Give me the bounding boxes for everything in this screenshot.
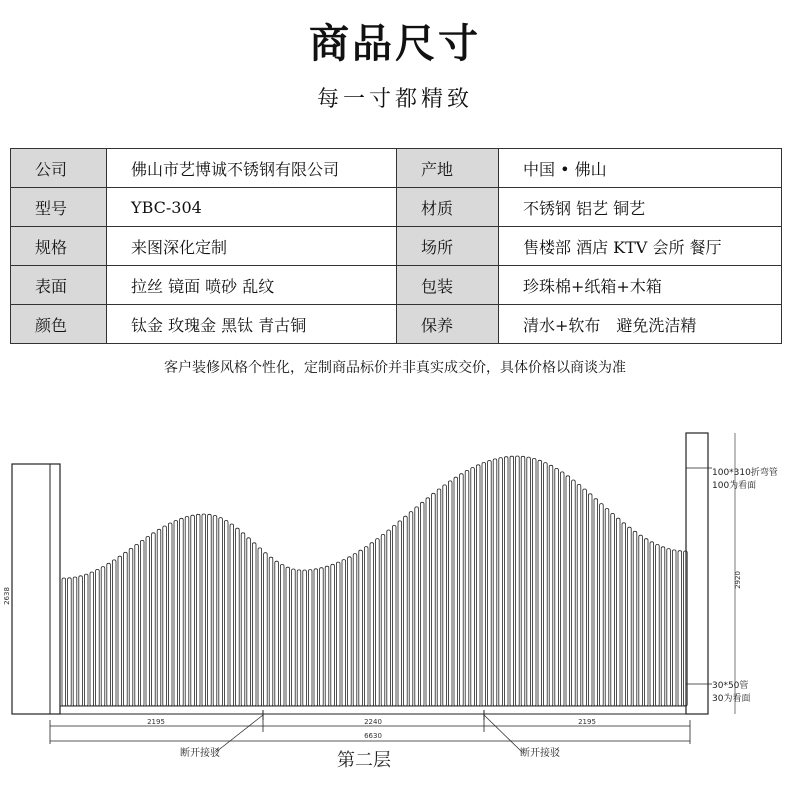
fence-picket <box>476 465 480 706</box>
spec-key: 颜色 <box>11 305 107 344</box>
fence-pickets <box>62 456 687 706</box>
fence-picket <box>168 523 172 706</box>
spec-value: 中国 • 佛山 <box>499 149 782 188</box>
floor-label: 第二层 <box>337 750 391 771</box>
fence-picket <box>566 476 570 706</box>
spec-key: 保养 <box>397 305 499 344</box>
dim-seg-right: 2195 <box>578 718 596 726</box>
fence-picket <box>62 578 66 706</box>
fence-picket <box>460 474 464 706</box>
fence-picket <box>269 557 273 706</box>
fence-picket <box>297 570 301 706</box>
spec-key: 产地 <box>397 149 499 188</box>
fence-picket <box>101 567 105 706</box>
fence-picket <box>644 539 648 706</box>
fence-picket <box>292 569 296 706</box>
fence-picket <box>275 561 279 706</box>
fence-picket <box>482 463 486 707</box>
page-title: 商品尺寸 <box>309 20 481 67</box>
spec-key: 材质 <box>397 188 499 227</box>
fence-picket <box>667 549 671 706</box>
fence-picket <box>370 543 374 706</box>
spec-table <box>10 148 782 344</box>
fence-picket <box>420 502 424 706</box>
fence-picket <box>605 509 609 707</box>
bottom-tube-label-2: 30为看面 <box>712 694 751 704</box>
fence-picket <box>409 512 413 706</box>
fence-picket <box>129 548 133 706</box>
fence-picket <box>135 544 139 706</box>
dim-left-height: 2638 <box>3 587 11 605</box>
fence-picket <box>303 570 307 706</box>
fence-picket <box>84 574 88 706</box>
dim-total: 6630 <box>364 732 382 740</box>
fence-picket <box>264 553 268 706</box>
fence-picket <box>353 554 357 706</box>
spec-row <box>11 149 782 188</box>
top-tube-label-1: 100*310折弯管 <box>712 468 778 478</box>
fence-picket <box>348 557 352 706</box>
joint-left-label: 断开接驳 <box>180 748 220 759</box>
spec-value: 珍珠棉+纸箱+木箱 <box>499 266 782 305</box>
spec-value: 佛山市艺博诚不锈钢有限公司 <box>107 149 397 188</box>
fence-picket <box>426 498 430 706</box>
fence-picket <box>124 552 128 706</box>
fence-picket <box>331 564 335 706</box>
fence-picket <box>286 567 290 706</box>
fence-picket <box>404 516 408 706</box>
spec-row <box>11 227 782 266</box>
spec-key: 包装 <box>397 266 499 305</box>
fence-picket <box>359 550 363 706</box>
fence-picket <box>146 537 150 707</box>
joint-left-leader <box>216 715 263 752</box>
fence-picket <box>174 521 178 707</box>
fence-picket <box>572 480 576 706</box>
fence-picket <box>532 459 536 707</box>
spec-key: 公司 <box>11 149 107 188</box>
fence-picket <box>465 470 469 706</box>
page-subtitle: 每一寸都精致 <box>316 87 473 112</box>
fence-picket <box>387 530 391 706</box>
fence-picket <box>538 460 542 706</box>
dim-seg-left: 2195 <box>147 718 165 726</box>
spec-value: 售楼部 酒店 KTV 会所 餐厅 <box>499 227 782 266</box>
fence-picket <box>118 556 122 706</box>
fence-picket <box>443 485 447 706</box>
fence-picket <box>510 456 514 706</box>
fence-picket <box>549 465 553 706</box>
fence-picket <box>342 560 346 706</box>
fence-picket <box>185 517 189 707</box>
fence-picket <box>437 489 441 706</box>
fence-picket <box>650 542 654 706</box>
fence-picket <box>219 518 223 706</box>
fence-picket <box>656 545 660 707</box>
fence-picket <box>678 551 682 706</box>
fence-picket <box>639 535 643 706</box>
fence-picket <box>308 570 312 706</box>
fence-picket <box>454 477 458 706</box>
fence-picket <box>224 521 228 707</box>
fence-picket <box>611 513 615 706</box>
joint-right-label: 断开接驳 <box>520 748 560 759</box>
fence-picket <box>180 518 184 706</box>
fence-picket <box>140 540 144 706</box>
fence-picket <box>622 523 626 706</box>
fence-picket <box>499 458 503 706</box>
fence-picket <box>448 481 452 706</box>
fence-picket <box>79 576 83 706</box>
right-post <box>686 433 708 714</box>
fence-picket <box>157 529 161 706</box>
bottom-tube-label-1: 30*50管 <box>712 681 749 691</box>
fence-picket <box>68 578 72 706</box>
fence-picket <box>471 468 475 707</box>
joint-right-leader <box>484 715 522 752</box>
fence-picket <box>241 533 245 706</box>
fence-picket <box>527 457 531 706</box>
fence-picket <box>163 526 167 706</box>
spec-value: 来图深化定制 <box>107 227 397 266</box>
spec-row <box>11 305 782 344</box>
spec-value: 不锈钢 铝艺 铜艺 <box>499 188 782 227</box>
fence-drawing <box>0 420 790 806</box>
spec-value: 清水+软布 避免洗洁精 <box>499 305 782 344</box>
spec-row <box>11 266 782 305</box>
fence-picket <box>107 563 111 706</box>
fence-picket <box>628 527 632 706</box>
price-note: 客户装修风格个性化，定制商品标价并非真实成交价，具体价格以商谈为准 <box>164 360 626 376</box>
dim-right-height: 2920 <box>734 571 742 589</box>
fence-picket <box>583 489 587 706</box>
fence-picket <box>208 514 212 706</box>
spec-value: 拉丝 镜面 喷砂 乱纹 <box>107 266 397 305</box>
fence-picket <box>314 569 318 706</box>
spec-key: 型号 <box>11 188 107 227</box>
spec-key: 场所 <box>397 227 499 266</box>
fence-picket <box>588 494 592 706</box>
fence-picket <box>672 550 676 706</box>
fence-picket <box>258 548 262 706</box>
fence-picket <box>555 468 559 706</box>
fence-picket <box>493 459 497 706</box>
dim-seg-middle: 2240 <box>364 718 382 726</box>
fence-picket <box>364 547 368 706</box>
fence-picket <box>252 543 256 706</box>
fence-picket <box>633 531 637 706</box>
fence-picket <box>381 534 385 706</box>
fence-picket <box>202 514 206 706</box>
fence-picket <box>392 526 396 707</box>
fence-picket <box>196 514 200 706</box>
fence-picket <box>600 504 604 706</box>
fence-picket <box>152 533 156 706</box>
fence-picket <box>488 461 492 707</box>
fence-picket <box>504 457 508 706</box>
fence-picket <box>376 539 380 706</box>
fence-picket <box>521 456 525 706</box>
spec-value: 钛金 玫瑰金 黑钛 青古铜 <box>107 305 397 344</box>
fence-picket <box>213 516 217 707</box>
fence-picket <box>544 463 548 706</box>
fence-picket <box>616 518 620 706</box>
fence-picket <box>90 572 94 706</box>
left-post <box>12 464 60 714</box>
fence-picket <box>577 484 581 706</box>
fence-picket <box>560 472 564 706</box>
fence-picket <box>684 551 688 706</box>
fence-picket <box>336 562 340 706</box>
fence-picket <box>230 524 234 706</box>
fence-picket <box>415 507 419 706</box>
top-tube-label-2: 100为看面 <box>712 481 757 491</box>
fence-picket <box>432 493 436 706</box>
fence-picket <box>236 528 240 706</box>
spec-row <box>11 188 782 227</box>
fence-picket <box>516 456 520 706</box>
fence-picket <box>594 499 598 706</box>
fence-picket <box>325 566 329 706</box>
fence-picket <box>661 547 665 706</box>
fence-picket <box>320 568 324 706</box>
spec-value: YBC-304 <box>107 188 397 227</box>
fence-picket <box>398 521 402 706</box>
fence-picket <box>112 560 116 706</box>
spec-key: 表面 <box>11 266 107 305</box>
fence-picket <box>73 577 77 706</box>
fence-picket <box>247 538 251 706</box>
fence-picket <box>191 515 195 706</box>
fence-picket <box>280 565 284 707</box>
spec-key: 规格 <box>11 227 107 266</box>
fence-picket <box>96 569 100 706</box>
